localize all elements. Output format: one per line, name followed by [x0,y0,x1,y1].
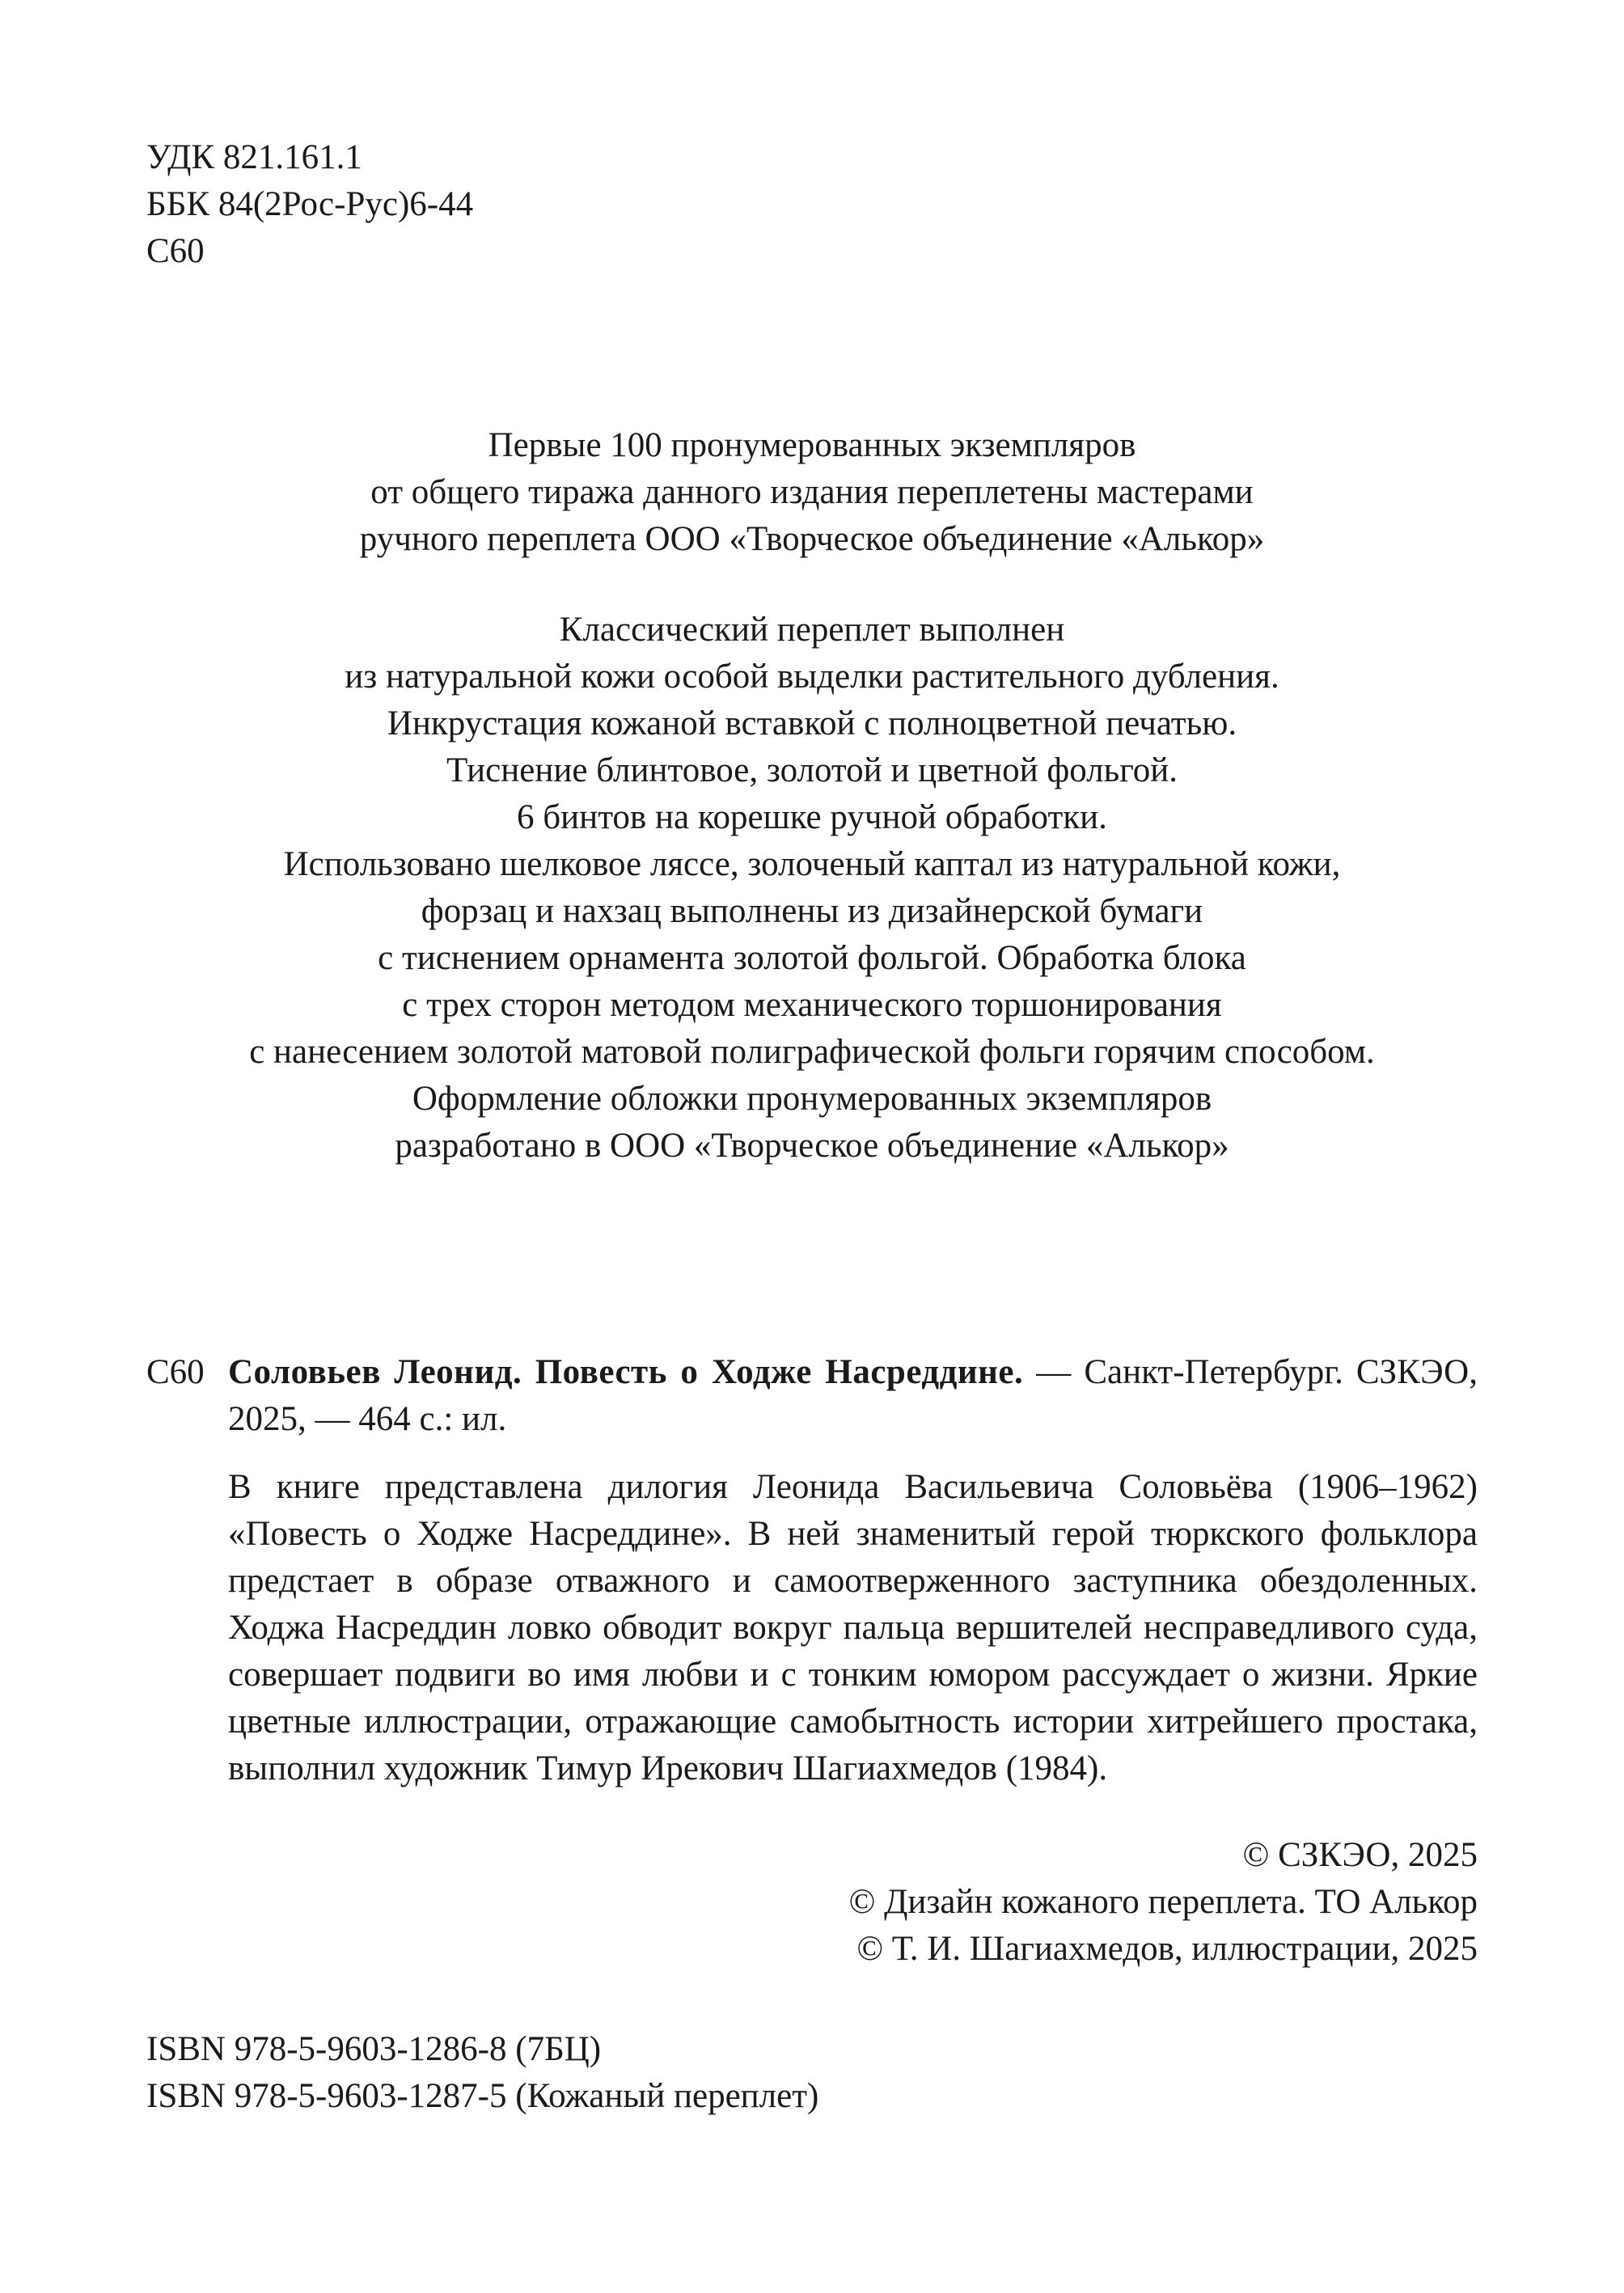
udk-code: УДК 821.161.1 [146,138,362,176]
binding-description-line: Тиснение блинтовое, золотой и цветной фольгой. [446,751,1178,789]
binding-note [146,422,1478,563]
binding-description-line: Оформление обложки пронумерованных экземпляров [412,1080,1212,1118]
isbn-line: ISBN 978-5-9603-1287-5 (Кожаный переплет) [146,2077,819,2115]
binding-description-line: с трех сторон методом механического торшонирования [402,986,1222,1024]
binding-description-line: Классический переплет выполнен [559,611,1065,649]
entry-annotation: В книге представлена дилогия Леонида Васильевича Соловьёва (1906–1962) «Повесть о Ходже Насреддине». В ней знаменитый герой тюркского фольклора предстает в образе отважного и самоотверженного заступника обездоленных. Ходжа Насреддин ловко обводит вокруг пальца вершителей несправедливого суда, совершает подвиги во имя любви и с тонким юмором рассуждает о жизни. Яркие цветные иллюстрации, отражающие самобытность истории хитрейшего простака, выполнил художник Тимур Ирекович Шагиахмедов (1984). [228,1468,1478,1787]
entry-author-mark: С60 [146,1353,205,1391]
bibliographic-codes [146,134,473,275]
binding-description-line: форзац и нахзац выполнены из дизайнерской бумаги [421,892,1203,930]
binding-description-line: с тиснением орнамента золотой фольгой. Обработка блока [378,939,1246,977]
entry-title [228,1349,1478,1443]
isbn-list [146,2026,818,2120]
binding-note-line: от общего тиража данного издания переплетены мастерами [370,473,1254,511]
binding-description-line: Использовано шелковое ляссе, золоченый каптал из натуральной кожи, [283,845,1341,883]
catalog-entry-heading [146,1349,1478,1443]
binding-description-line: Инкрустация кожаной вставкой с полноцветной печатью. [387,704,1237,742]
entry-imprint: — Санкт-Петербург. СЗКЭО, 2025, — 464 с.: ил. [228,1353,1478,1438]
binding-note-line: ручного переплета ООО «Творческое объединение «Алькор» [359,520,1265,558]
binding-description-line: 6 бинтов на корешке ручной обработки. [517,798,1107,836]
copyright-notices [849,1832,1478,1973]
entry-author-title: Соловьев Леонид. Повесть о Ходже Насреддине. [228,1353,1024,1391]
copyright-line: © СЗКЭО, 2025 [1242,1836,1478,1874]
binding-description [146,607,1478,1170]
binding-note-line: Первые 100 пронумерованных экземпляров [488,426,1136,464]
copyright-line: © Т. И. Шагиахмедов, иллюстрации, 2025 [856,1930,1478,1968]
copyright-line: © Дизайн кожаного переплета. ТО Алькор [848,1883,1478,1921]
binding-description-line: разработано в ООО «Творческое объединение «Алькор» [395,1127,1229,1165]
binding-description-line: с нанесением золотой матовой полиграфической фольги горячим способом. [249,1033,1375,1071]
binding-description-line: из натуральной кожи особой выделки растительного дубления. [345,658,1279,696]
bbk-code: ББК 84(2Рос-Рус)6-44 [146,185,474,223]
author-mark: С60 [146,232,205,270]
isbn-line: ISBN 978-5-9603-1286-8 (7БЦ) [146,2030,602,2068]
catalog-entry [146,1349,1478,1792]
